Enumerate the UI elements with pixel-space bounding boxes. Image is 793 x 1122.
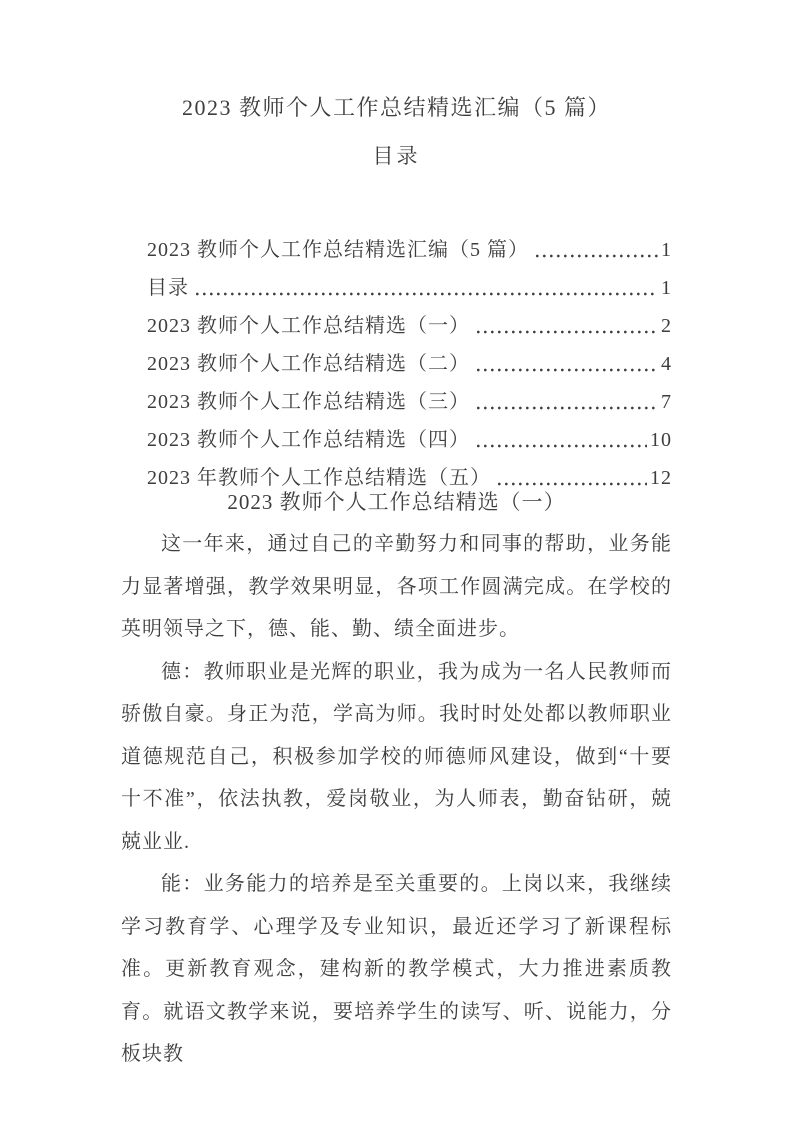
toc-entry-label: 2023 教师个人工作总结精选汇编（5 篇） — [147, 239, 529, 261]
toc-leader-dots — [536, 254, 658, 258]
body-paragraph: 德：教师职业是光辉的职业，我为成为一名人民教师而骄傲自豪。身正为范，学高为师。我时时处处都以教师职业道德规范自己，积极参加学校的师德师风建设，做到“十要十不准”，依法执教，爱岗敬业，为人师表，勤奋钻研，兢兢业业. — [121, 660, 672, 853]
toc-entry-label: 2023 教师个人工作总结精选（三） — [147, 391, 470, 413]
toc-page-number: 7 — [661, 391, 672, 413]
toc-page-number: 10 — [650, 429, 672, 451]
toc-page-number: 1 — [661, 277, 672, 299]
toc-page-number: 1 — [661, 239, 672, 261]
table-of-contents — [121, 231, 672, 497]
toc-entry[interactable] — [147, 383, 672, 421]
toc-entry[interactable] — [147, 269, 672, 307]
toc-entry[interactable] — [147, 307, 672, 345]
toc-entry[interactable] — [147, 231, 672, 269]
toc-page-number: 4 — [661, 353, 672, 375]
toc-entry-label: 2023 教师个人工作总结精选（四） — [147, 429, 470, 451]
body-paragraph: 能：业务能力的培养是至关重要的。上岗以来，我继续学习教育学、心理学及专业知识，最近还学习了新课程标准。更新教育观念，建构新的教学模式，大力推进素质教育。就语文教学来说，要培养学生的读写、听、说能力，分板块教 — [121, 873, 672, 1065]
body-paragraph: 这一年来，通过自己的辛勤努力和同事的帮助，业务能力显著增强，教学效果明显，各项工作圆满完成。在学校的英明领导之下，德、能、勤、绩全面进步。 — [121, 533, 672, 640]
toc-page-number: 2 — [661, 315, 672, 337]
document-title: 2023 教师个人工作总结精选汇编（5 篇） — [181, 95, 611, 120]
toc-leader-dots — [477, 444, 647, 448]
toc-entry-label: 目录 — [147, 277, 189, 299]
toc-leader-dots — [477, 406, 658, 410]
toc-entry-label: 2023 年教师个人工作总结精选（五） — [147, 467, 491, 489]
toc-entry[interactable] — [147, 421, 672, 459]
toc-entry-label: 2023 教师个人工作总结精选（二） — [147, 353, 470, 375]
toc-entry[interactable] — [147, 345, 672, 383]
toc-heading: 目录 — [372, 144, 421, 168]
toc-leader-dots — [477, 368, 658, 372]
toc-leader-dots — [477, 330, 658, 334]
toc-leader-dots — [196, 292, 658, 296]
toc-entry-label: 2023 教师个人工作总结精选（一） — [147, 315, 470, 337]
toc-page-number: 12 — [650, 467, 672, 489]
section-heading: 2023 教师个人工作总结精选（一） — [227, 490, 566, 514]
